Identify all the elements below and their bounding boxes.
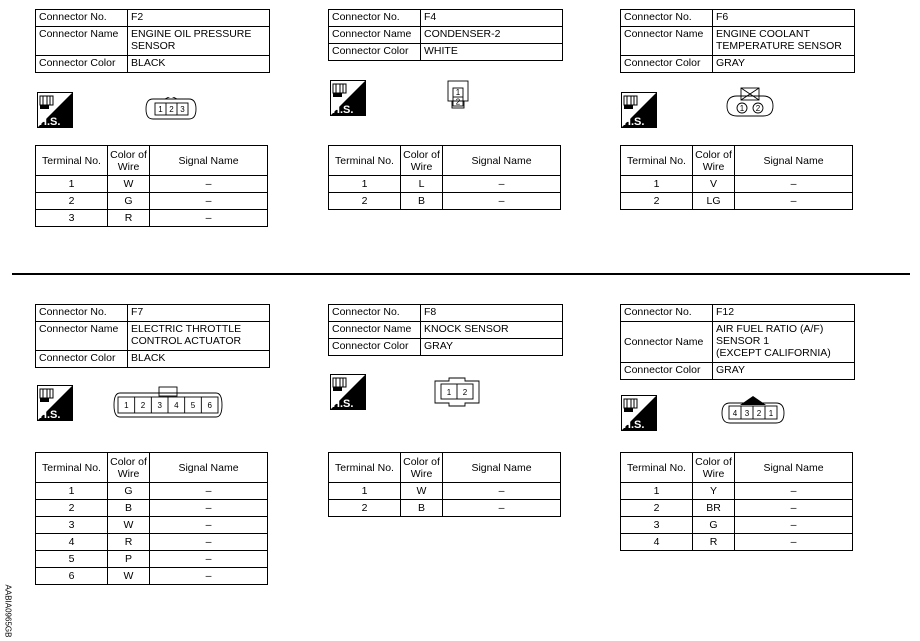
signal-name-header: Signal Name	[443, 146, 561, 176]
pin-number: 2	[462, 388, 468, 397]
terminal-no-cell: 2	[329, 193, 401, 210]
terminal-row	[621, 483, 853, 500]
hs-harness-side-icon	[37, 92, 73, 128]
info-row	[621, 27, 855, 56]
terminal-row	[36, 176, 268, 193]
terminal-row	[329, 500, 561, 517]
connector-no-value: F4	[421, 10, 563, 27]
connector-color-value: GRAY	[713, 56, 855, 73]
connector-name-line: KNOCK SENSOR	[424, 323, 509, 335]
connector-face-icon	[720, 395, 786, 430]
terminal-no-cell: 3	[621, 517, 693, 534]
wire-color-cell: Y	[693, 483, 735, 500]
terminal-table	[620, 452, 853, 551]
pin-number: 1	[446, 388, 452, 397]
connector-name-line: ENGINE OIL PRESSURE	[131, 28, 252, 40]
terminal-row	[329, 193, 561, 210]
terminal-no-header: Terminal No.	[329, 146, 401, 176]
connector-face-icon	[432, 377, 482, 412]
wire-color-header-line: Wire	[410, 467, 433, 480]
connector-info-table	[328, 9, 563, 61]
terminal-no-cell: 4	[36, 534, 108, 551]
connector-name-value	[128, 27, 270, 56]
pin-number: 1	[739, 104, 745, 113]
pin-number: 2	[455, 97, 461, 107]
terminal-row	[329, 176, 561, 193]
connector-name-line: SENSOR	[131, 40, 176, 52]
info-row	[621, 322, 855, 363]
pin-number: 1	[455, 88, 461, 97]
terminal-row	[36, 517, 268, 534]
wire-color-header-line: Wire	[117, 467, 140, 480]
connector-info-table	[35, 9, 270, 73]
wire-color-cell: B	[401, 193, 443, 210]
info-row	[621, 10, 855, 27]
info-row	[36, 305, 270, 322]
connector-color-label: Connector Color	[329, 44, 421, 61]
signal-name-cell: –	[443, 483, 561, 500]
terminal-row	[36, 500, 268, 517]
info-row	[621, 363, 855, 380]
signal-name-cell: –	[150, 551, 268, 568]
pin-number: 5	[190, 401, 196, 410]
signal-name-cell: –	[150, 568, 268, 585]
connector-name-label: Connector Name	[36, 27, 128, 56]
wire-color-cell: R	[108, 210, 150, 227]
terminal-table	[35, 452, 268, 585]
connector-name-line: SENSOR 1	[716, 335, 770, 347]
wire-color-header-line: Color of	[403, 455, 440, 468]
wire-color-cell: W	[401, 483, 443, 500]
signal-name-cell: –	[150, 500, 268, 517]
connector-color-value: GRAY	[421, 339, 563, 356]
terminal-header-row	[36, 453, 268, 483]
pin-number: 4	[174, 401, 179, 410]
connector-name-line: TEMPERATURE SENSOR	[716, 40, 842, 52]
terminal-row	[621, 534, 853, 551]
hs-label: H.S.	[39, 409, 61, 421]
hs-label: H.S.	[623, 116, 645, 128]
terminal-row	[36, 534, 268, 551]
signal-name-header: Signal Name	[735, 453, 853, 483]
connector-face-icon	[145, 97, 197, 126]
info-row	[36, 351, 270, 368]
terminal-no-cell: 1	[36, 483, 108, 500]
signal-name-cell: –	[735, 500, 853, 517]
connector-info-table	[35, 304, 270, 368]
hs-label: H.S.	[623, 419, 645, 431]
wire-color-cell: BR	[693, 500, 735, 517]
pin-number: 3	[744, 409, 750, 418]
terminal-no-header: Terminal No.	[36, 146, 108, 176]
info-row	[329, 339, 563, 356]
wire-color-header-line: Color of	[695, 148, 732, 161]
connector-info-table	[328, 304, 563, 356]
wire-color-cell: R	[693, 534, 735, 551]
connector-name-label: Connector Name	[329, 27, 421, 44]
pin-number: 4	[732, 409, 738, 418]
connector-no-value: F6	[713, 10, 855, 27]
signal-name-header: Signal Name	[443, 453, 561, 483]
info-row	[329, 305, 563, 322]
signal-name-cell: –	[735, 193, 853, 210]
hs-label: H.S.	[332, 398, 354, 410]
connector-color-label: Connector Color	[329, 339, 421, 356]
connector-no-value: F2	[128, 10, 270, 27]
connector-color-label: Connector Color	[36, 56, 128, 73]
signal-name-cell: –	[150, 193, 268, 210]
connector-face-icon	[112, 386, 224, 423]
pin-number: 1	[768, 409, 774, 418]
terminal-row	[36, 568, 268, 585]
pin-number: 2	[169, 105, 174, 114]
connector-name-line: AIR FUEL RATIO (A/F)	[716, 323, 824, 335]
connector-face-icon	[447, 80, 469, 115]
connector-no-value: F8	[421, 305, 563, 322]
info-row	[329, 44, 563, 61]
signal-name-cell: –	[150, 210, 268, 227]
terminal-no-cell: 2	[36, 193, 108, 210]
wire-color-header-line: Color of	[110, 455, 147, 468]
connector-name-value	[421, 322, 563, 339]
hs-label: H.S.	[332, 104, 354, 116]
terminal-header-row	[621, 146, 853, 176]
terminal-row	[36, 193, 268, 210]
terminal-header-row	[36, 146, 268, 176]
info-row	[36, 27, 270, 56]
signal-name-cell: –	[735, 483, 853, 500]
connector-info-table	[620, 9, 855, 73]
connector-name-line: CONDENSER-2	[424, 28, 501, 40]
terminal-no-cell: 2	[621, 193, 693, 210]
connector-name-value	[128, 322, 270, 351]
signal-name-cell: –	[735, 517, 853, 534]
info-row	[621, 305, 855, 322]
terminal-row	[621, 517, 853, 534]
signal-name-header: Signal Name	[150, 453, 268, 483]
connector-no-label: Connector No.	[329, 305, 421, 322]
wire-color-header-line: Wire	[702, 160, 725, 173]
wire-color-header-line: Color of	[403, 148, 440, 161]
connector-info-table	[620, 304, 855, 380]
signal-name-cell: –	[443, 500, 561, 517]
terminal-no-cell: 1	[36, 176, 108, 193]
terminal-no-cell: 2	[36, 500, 108, 517]
terminal-no-header: Terminal No.	[36, 453, 108, 483]
wire-color-cell: V	[693, 176, 735, 193]
wire-color-header	[401, 453, 443, 483]
connector-name-label: Connector Name	[621, 27, 713, 56]
connector-name-line: (EXCEPT CALIFORNIA)	[716, 347, 831, 359]
pin-number: 1	[124, 401, 129, 410]
connector-name-value	[713, 27, 855, 56]
wire-color-cell: B	[401, 500, 443, 517]
terminal-row	[36, 210, 268, 227]
connector-color-label: Connector Color	[36, 351, 128, 368]
info-row	[329, 27, 563, 44]
pin-number: 1	[158, 105, 163, 114]
connector-no-label: Connector No.	[36, 10, 128, 27]
connector-color-value: BLACK	[128, 56, 270, 73]
connector-face-icon	[725, 86, 775, 123]
terminal-no-cell: 1	[621, 176, 693, 193]
signal-name-cell: –	[150, 483, 268, 500]
info-row	[36, 56, 270, 73]
terminal-header-row	[329, 453, 561, 483]
connector-no-label: Connector No.	[329, 10, 421, 27]
info-row	[621, 56, 855, 73]
signal-name-cell: –	[443, 176, 561, 193]
connector-name-line: ELECTRIC THROTTLE	[131, 323, 242, 335]
terminal-row	[329, 483, 561, 500]
terminal-no-cell: 3	[36, 517, 108, 534]
wire-color-cell: L	[401, 176, 443, 193]
terminal-header-row	[329, 146, 561, 176]
terminal-no-cell: 3	[36, 210, 108, 227]
pin-number: 3	[180, 105, 185, 114]
wire-color-header-line: Color of	[695, 455, 732, 468]
connector-name-value	[713, 322, 855, 363]
signal-name-cell: –	[735, 176, 853, 193]
terminal-no-header: Terminal No.	[621, 453, 693, 483]
wire-color-header-line: Wire	[702, 467, 725, 480]
pin-number: 3	[157, 401, 162, 410]
wire-color-header-line: Wire	[410, 160, 433, 173]
terminal-header-row	[621, 453, 853, 483]
terminal-no-cell: 1	[621, 483, 693, 500]
connector-name-line: CONTROL ACTUATOR	[131, 335, 242, 347]
wire-color-cell: G	[108, 193, 150, 210]
wire-color-header	[108, 146, 150, 176]
connector-name-line: ENGINE COOLANT	[716, 28, 810, 40]
terminal-row	[621, 500, 853, 517]
wire-color-cell: B	[108, 500, 150, 517]
connector-no-label: Connector No.	[36, 305, 128, 322]
terminal-table	[328, 452, 561, 517]
wire-color-header	[693, 146, 735, 176]
info-row	[36, 10, 270, 27]
hs-harness-side-icon	[37, 385, 73, 421]
signal-name-header: Signal Name	[735, 146, 853, 176]
connector-no-label: Connector No.	[621, 10, 713, 27]
wire-color-cell: P	[108, 551, 150, 568]
wire-color-header	[693, 453, 735, 483]
pin-number: 2	[756, 409, 762, 418]
terminal-table	[328, 145, 561, 210]
connector-color-label: Connector Color	[621, 363, 713, 380]
terminal-row	[621, 193, 853, 210]
signal-name-header: Signal Name	[150, 146, 268, 176]
terminal-row	[621, 176, 853, 193]
connector-name-label: Connector Name	[36, 322, 128, 351]
terminal-table	[35, 145, 268, 227]
hs-harness-side-icon	[330, 374, 366, 410]
terminal-no-header: Terminal No.	[329, 453, 401, 483]
connector-color-value: WHITE	[421, 44, 563, 61]
connector-no-value: F7	[128, 305, 270, 322]
terminal-no-cell: 1	[329, 176, 401, 193]
terminal-table	[620, 145, 853, 210]
wire-color-header	[401, 146, 443, 176]
terminal-no-cell: 5	[36, 551, 108, 568]
pin-number: 2	[755, 104, 761, 113]
wire-color-cell: W	[108, 517, 150, 534]
terminal-no-cell: 4	[621, 534, 693, 551]
info-row	[329, 322, 563, 339]
wire-color-cell: G	[108, 483, 150, 500]
info-row	[329, 10, 563, 27]
wire-color-cell: G	[693, 517, 735, 534]
terminal-no-cell: 6	[36, 568, 108, 585]
connector-color-label: Connector Color	[621, 56, 713, 73]
wire-color-header	[108, 453, 150, 483]
hs-label: H.S.	[39, 116, 61, 128]
connector-no-label: Connector No.	[621, 305, 713, 322]
terminal-row	[36, 483, 268, 500]
terminal-no-cell: 1	[329, 483, 401, 500]
wire-color-cell: R	[108, 534, 150, 551]
signal-name-cell: –	[735, 534, 853, 551]
wire-color-cell: LG	[693, 193, 735, 210]
pin-number: 2	[140, 401, 146, 410]
connector-color-value: BLACK	[128, 351, 270, 368]
section-divider	[12, 273, 910, 275]
info-row	[36, 322, 270, 351]
hs-harness-side-icon	[621, 92, 657, 128]
signal-name-cell: –	[150, 176, 268, 193]
hs-harness-side-icon	[621, 395, 657, 431]
wire-color-cell: W	[108, 176, 150, 193]
connector-color-value: GRAY	[713, 363, 855, 380]
terminal-row	[36, 551, 268, 568]
wire-color-header-line: Wire	[117, 160, 140, 173]
pin-number: 6	[207, 401, 212, 410]
connector-name-label: Connector Name	[329, 322, 421, 339]
terminal-no-cell: 2	[329, 500, 401, 517]
connector-name-label: Connector Name	[621, 322, 713, 363]
wire-color-header-line: Color of	[110, 148, 147, 161]
connector-no-value: F12	[713, 305, 855, 322]
connector-name-value	[421, 27, 563, 44]
terminal-no-header: Terminal No.	[621, 146, 693, 176]
signal-name-cell: –	[443, 193, 561, 210]
signal-name-cell: –	[150, 534, 268, 551]
terminal-no-cell: 2	[621, 500, 693, 517]
wire-color-cell: W	[108, 568, 150, 585]
signal-name-cell: –	[150, 517, 268, 534]
figure-code: AABIA0965GB	[3, 584, 13, 638]
hs-harness-side-icon	[330, 80, 366, 116]
